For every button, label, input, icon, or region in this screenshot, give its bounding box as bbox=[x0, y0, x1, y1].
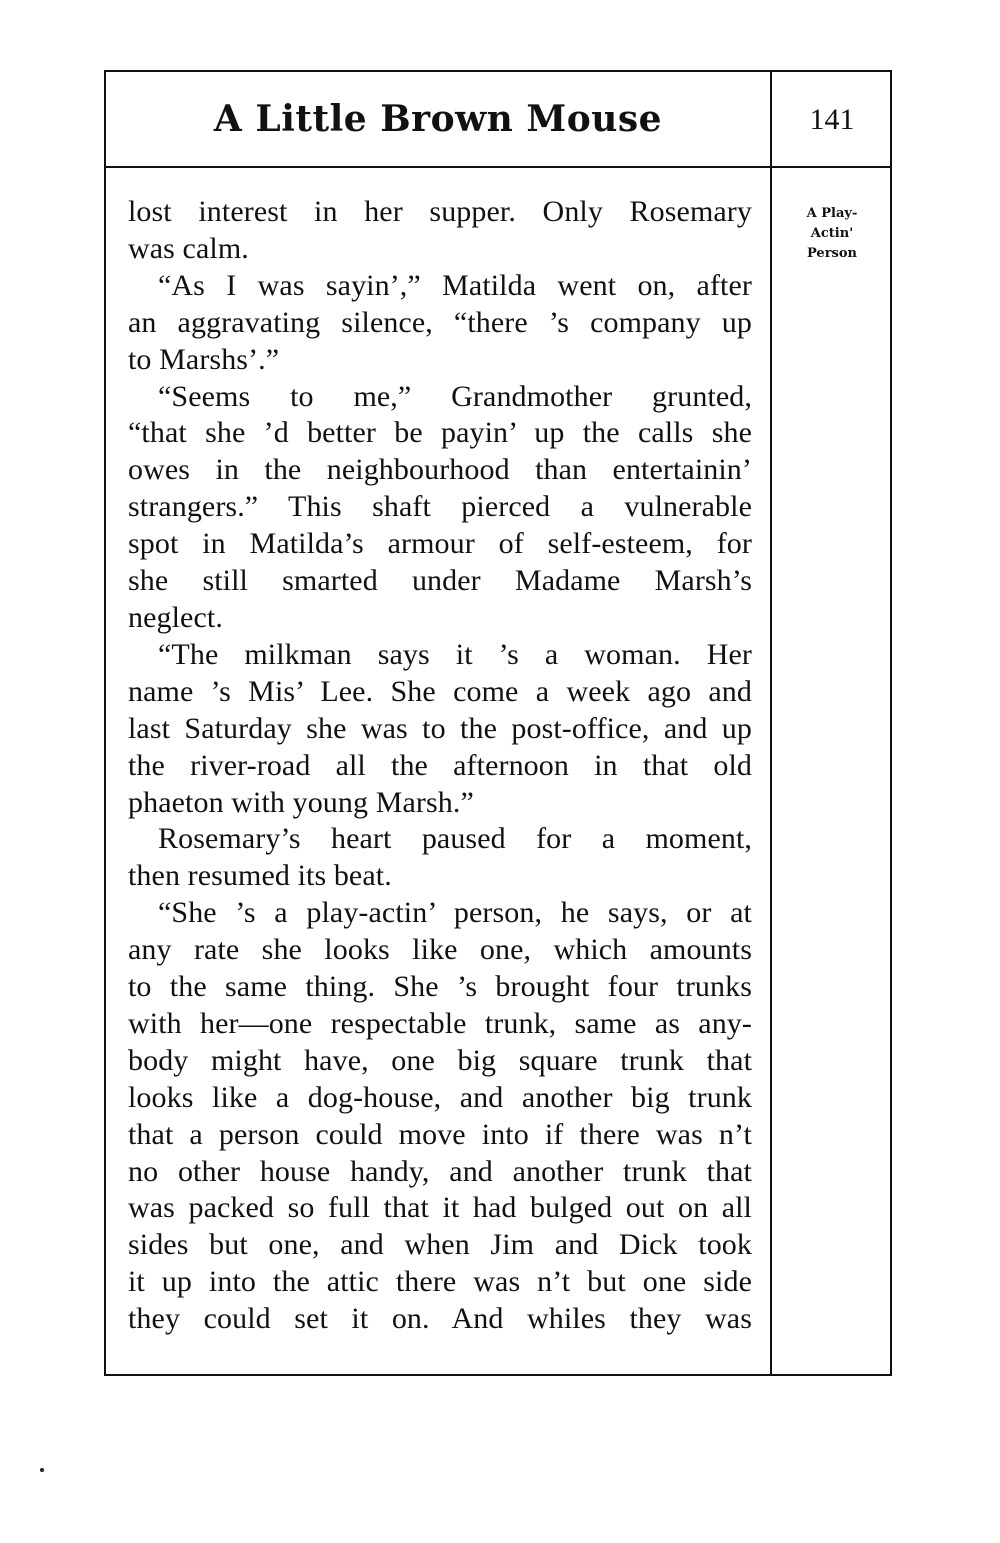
text-line: “The milkman says it ’s a woman. Her bbox=[158, 637, 752, 671]
stray-ink-mark bbox=[40, 1468, 44, 1472]
text-line: she still smarted under Madame Marsh’s bbox=[128, 564, 752, 598]
page-frame bbox=[104, 70, 892, 1376]
text-line: they could set it on. And whiles they was bbox=[128, 1302, 752, 1336]
text-line: “As I was sayin’,” Matilda went on, after bbox=[158, 268, 752, 302]
text-line: any rate she looks like one, which amounts bbox=[128, 933, 752, 967]
text-line: looks like a dog-house, and another big trunk bbox=[128, 1080, 752, 1114]
side-note-line: Actin' bbox=[810, 226, 854, 241]
margin-side-note bbox=[772, 204, 892, 264]
text-line: sides but one, and when Jim and Dick took bbox=[128, 1228, 752, 1262]
text-line: was packed so full that it had bulged out on all bbox=[128, 1191, 752, 1225]
running-title: A Little Brown Mouse bbox=[213, 98, 663, 140]
text-line: name ’s Mis’ Lee. She come a week ago and bbox=[128, 674, 752, 708]
text-line: body might have, one big square trunk that bbox=[128, 1043, 752, 1077]
text-line: that a person could move into if there was n’t bbox=[128, 1117, 752, 1151]
text-line: spot in Matilda’s armour of self-esteem, for bbox=[128, 527, 752, 561]
text-line: phaeton with young Marsh.” bbox=[128, 785, 474, 819]
margin-column-rule bbox=[770, 72, 772, 1374]
header-rule bbox=[106, 166, 890, 168]
text-line: “Seems to me,” Grandmother grunted, bbox=[158, 379, 752, 413]
text-line: strangers.” This shaft pierced a vulnerable bbox=[128, 490, 752, 524]
body-text bbox=[128, 194, 752, 1338]
text-line: lost interest in her supper. Only Rosemary bbox=[128, 195, 752, 228]
text-line: to Marshs’.” bbox=[128, 342, 280, 376]
text-line: to the same thing. She ’s brought four trunks bbox=[128, 970, 752, 1004]
side-note-line: Person bbox=[807, 246, 857, 261]
text-line: neglect. bbox=[128, 600, 223, 634]
text-line: no other house handy, and another trunk that bbox=[128, 1154, 752, 1188]
side-note-line: A Play- bbox=[806, 206, 858, 221]
text-line: last Saturday she was to the post-office, and up bbox=[128, 711, 752, 745]
text-line: with her—one respectable trunk, same as any- bbox=[128, 1006, 752, 1040]
page-number: 141 bbox=[809, 103, 855, 136]
text-line: “She ’s a play-actin’ person, he says, or at bbox=[158, 896, 752, 930]
text-line: Rosemary’s heart paused for a moment, bbox=[158, 822, 752, 856]
text-line: the river-road all the afternoon in that old bbox=[128, 748, 752, 782]
text-line: was calm. bbox=[128, 231, 249, 265]
text-line: it up into the attic there was n’t but one side bbox=[128, 1265, 752, 1299]
text-line: then resumed its beat. bbox=[128, 859, 392, 893]
text-line: “that she ’d better be payin’ up the calls she bbox=[128, 416, 752, 450]
text-line: owes in the neighbourhood than entertainin’ bbox=[128, 453, 752, 487]
text-line: an aggravating silence, “there ’s company up bbox=[128, 305, 752, 339]
